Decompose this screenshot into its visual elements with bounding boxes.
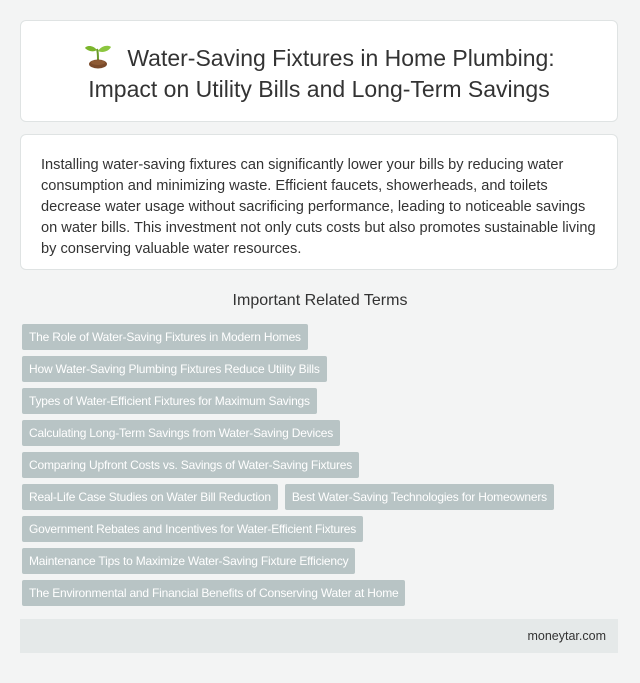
footer [20, 619, 618, 653]
term-tag[interactable]: Calculating Long-Term Savings from Water-Saving Devices [22, 420, 340, 446]
intro-card [20, 134, 618, 270]
term-row [22, 420, 622, 446]
intro-paragraph: Installing water-saving fixtures can significantly lower your bills by reducing water consumption and minimizing waste. Efficient faucets, showerheads, and toilets decrease water usage without sacrificing performance, leading to noticeable savings on water bills. This investment not only cuts costs but also promotes sustainable living by conserving valuable water resources. [41, 157, 596, 257]
term-row [22, 580, 622, 606]
term-row [22, 324, 622, 350]
related-terms-list [22, 324, 622, 612]
term-tag[interactable]: Types of Water-Efficient Fixtures for Maximum Savings [22, 388, 317, 414]
seedling-icon [83, 43, 113, 69]
term-tag[interactable]: How Water-Saving Plumbing Fixtures Reduce Utility Bills [22, 356, 327, 382]
footer-site-link[interactable]: moneytar.com [527, 629, 606, 643]
term-row [22, 516, 622, 542]
term-tag[interactable]: Comparing Upfront Costs vs. Savings of Water-Saving Fixtures [22, 452, 359, 478]
term-row [22, 484, 622, 510]
title-card [20, 20, 618, 122]
term-row [22, 452, 622, 478]
term-row [22, 388, 622, 414]
title-line-2: Impact on Utility Bills and Long-Term Savings [88, 76, 550, 102]
term-row [22, 548, 622, 574]
page-title [51, 43, 587, 105]
term-tag[interactable]: Real-Life Case Studies on Water Bill Reduction [22, 484, 278, 510]
term-tag[interactable]: Best Water-Saving Technologies for Homeowners [285, 484, 554, 510]
title-line-1: Water-Saving Fixtures in Home Plumbing: [127, 45, 555, 71]
related-terms-heading: Important Related Terms [232, 292, 408, 309]
term-tag[interactable]: Maintenance Tips to Maximize Water-Saving Fixture Efficiency [22, 548, 355, 574]
term-row [22, 356, 622, 382]
term-tag[interactable]: Government Rebates and Incentives for Water-Efficient Fixtures [22, 516, 363, 542]
term-tag[interactable]: The Environmental and Financial Benefits of Conserving Water at Home [22, 580, 405, 606]
term-tag[interactable]: The Role of Water-Saving Fixtures in Modern Homes [22, 324, 308, 350]
